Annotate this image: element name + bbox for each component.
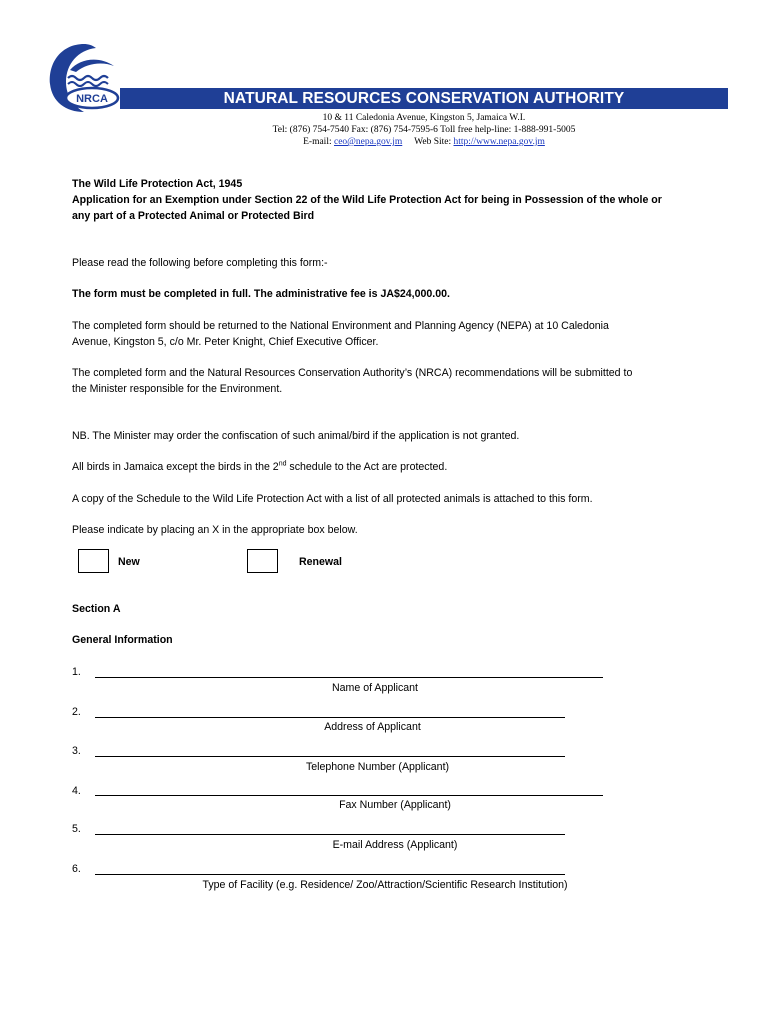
field-number: 5.: [72, 823, 81, 835]
email-label: E-mail:: [303, 137, 334, 147]
applicant-address-input[interactable]: [95, 717, 565, 718]
nrca-logo: [44, 40, 124, 116]
website-link[interactable]: http://www.nepa.gov.jm: [453, 137, 545, 147]
applicant-email-input[interactable]: [95, 834, 565, 835]
new-checkbox[interactable]: [78, 549, 109, 573]
field-caption: Type of Facility (e.g. Residence/ Zoo/Attraction/Scientific Research Institution): [202, 879, 568, 891]
website-label: Web Site:: [414, 137, 454, 147]
return-notice-line1: The completed form should be returned to the National Environment and Planning Agency (NEPA) at 10 Caledonia: [72, 320, 609, 332]
nb-notice: NB. The Minister may order the confiscation of such animal/bird if the application is not granted.: [72, 430, 520, 442]
field-caption: Name of Applicant: [332, 682, 418, 694]
application-title-line2: any part of a Protected Animal or Protected Bird: [72, 210, 315, 222]
birds-notice: All birds in Jamaica except the birds in the 2nd schedule to the Act are protected.: [72, 460, 448, 473]
section-subtitle: General Information: [72, 634, 173, 646]
renewal-label: Renewal: [299, 556, 342, 568]
org-banner: NATURAL RESOURCES CONSERVATION AUTHORITY: [120, 88, 728, 109]
renewal-checkbox[interactable]: [247, 549, 278, 573]
instructions-intro: Please read the following before completing this form:-: [72, 257, 328, 269]
fee-notice: The form must be completed in full. The administrative fee is JA$24,000.00.: [72, 288, 450, 300]
email-web-line: [120, 136, 728, 148]
field-number: 3.: [72, 745, 81, 757]
submission-notice-line1: The completed form and the Natural Resources Conservation Authority’s (NRCA) recommendations will be submitted to: [72, 367, 633, 379]
field-caption: Telephone Number (Applicant): [305, 761, 450, 773]
field-caption: E-mail Address (Applicant): [332, 839, 458, 851]
field-number: 6.: [72, 863, 81, 875]
facility-type-input[interactable]: [95, 874, 565, 875]
field-caption: Fax Number (Applicant): [339, 799, 451, 811]
email-link[interactable]: ceo@nepa.gov.jm: [333, 137, 403, 147]
act-title: The Wild Life Protection Act, 1945: [72, 178, 243, 190]
application-title-line1: Application for an Exemption under Section 22 of the Wild Life Protection Act for being in Possession of the whole or: [72, 194, 662, 206]
field-number: 2.: [72, 706, 81, 718]
return-notice-line2: Avenue, Kingston 5, c/o Mr. Peter Knight, Chief Executive Officer.: [72, 336, 379, 348]
section-title: Section A: [72, 603, 121, 615]
address-line: 10 & 11 Caledonia Avenue, Kingston 5, Jamaica W.I.: [322, 113, 526, 123]
contact-line: Tel: (876) 754-7540 Fax: (876) 754-7595-6 Toll free help-line: 1-888-991-5005: [272, 125, 576, 135]
field-number: 4.: [72, 785, 81, 797]
checkbox-instruction: Please indicate by placing an X in the appropriate box below.: [72, 524, 358, 536]
applicant-telephone-input[interactable]: [95, 756, 565, 757]
field-caption: Address of Applicant: [324, 721, 421, 733]
field-number: 1.: [72, 666, 81, 678]
logo-text: NRCA: [76, 93, 108, 105]
submission-notice-line2: the Minister responsible for the Environment.: [72, 383, 283, 395]
applicant-fax-input[interactable]: [95, 795, 603, 796]
new-label: New: [118, 556, 140, 568]
applicant-name-input[interactable]: [95, 677, 603, 678]
schedule-notice: A copy of the Schedule to the Wild Life Protection Act with a list of all protected animals is attached to this form.: [72, 493, 593, 505]
